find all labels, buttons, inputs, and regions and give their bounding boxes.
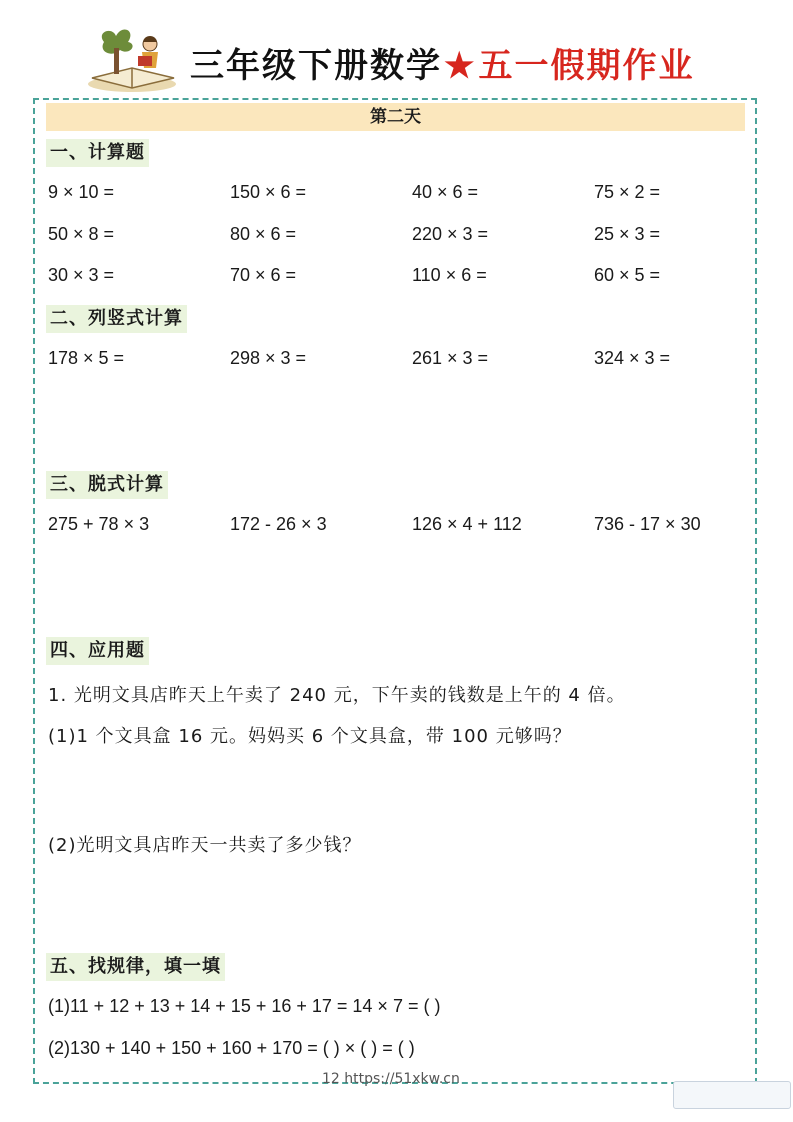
title-main: 三年级下册数学 — [190, 46, 442, 86]
page-footer: 12 https://51xkw.cn — [322, 1071, 460, 1087]
application-question: 1. 光明文具店昨天上午卖了 240 元，下午卖的钱数是上午的 4 倍。 — [48, 685, 626, 706]
stepwise-item: 172 - 26 × 3 — [230, 514, 327, 534]
watermark-logo — [673, 1081, 791, 1109]
application-subquestion: (1)1 个文具盒 16 元。妈妈买 6 个文具盒，带 100 元够吗？ — [48, 726, 572, 747]
calc-item: 40 × 6 = — [412, 182, 479, 202]
stepwise-item: 275 + 78 × 3 — [48, 514, 150, 534]
stepwise-item: 126 × 4 + 112 — [412, 514, 522, 534]
application-subquestion: (2)光明文具店昨天一共卖了多少钱？ — [48, 835, 362, 856]
calc-item: 75 × 2 = — [594, 182, 661, 202]
calc-item: 60 × 5 = — [594, 265, 661, 285]
vertical-item: 261 × 3 = — [412, 348, 489, 368]
stepwise-item: 736 - 17 × 30 — [594, 514, 701, 534]
reading-child-logo-icon — [82, 22, 182, 94]
vertical-item: 324 × 3 = — [594, 348, 671, 368]
calc-item: 150 × 6 = — [230, 182, 307, 202]
section-title-application: 四、应用题 — [46, 637, 149, 665]
calc-item: 70 × 6 = — [230, 265, 297, 285]
section-title-pattern: 五、找规律，填一填 — [46, 953, 225, 981]
pattern-item: (2)130 + 140 + 150 + 160 + 170 = ( ) × ( ) = ( ) — [48, 1038, 415, 1058]
calc-item: 50 × 8 = — [48, 224, 115, 244]
calc-item: 9 × 10 = — [48, 182, 115, 202]
content-frame — [33, 98, 757, 1084]
section-title-stepwise: 三、脱式计算 — [46, 471, 168, 499]
calc-item: 220 × 3 = — [412, 224, 489, 244]
section-title-calc: 一、计算题 — [46, 139, 149, 167]
day-label: 第二天 — [46, 103, 745, 131]
vertical-item: 298 × 3 = — [230, 348, 307, 368]
star-icon: ★ — [444, 46, 477, 86]
page-header — [0, 0, 793, 100]
pattern-item: (1)11 + 12 + 13 + 14 + 15 + 16 + 17 = 14 × 7 = ( ) — [48, 996, 441, 1016]
vertical-item: 178 × 5 = — [48, 348, 125, 368]
calc-item: 30 × 3 = — [48, 265, 115, 285]
calc-item: 110 × 6 = — [412, 265, 487, 285]
calc-item: 25 × 3 = — [594, 224, 661, 244]
section-title-vertical: 二、列竖式计算 — [46, 305, 187, 333]
title-sub: 五一假期作业 — [478, 46, 695, 86]
page-title — [190, 38, 694, 87]
calc-item: 80 × 6 = — [230, 224, 297, 244]
